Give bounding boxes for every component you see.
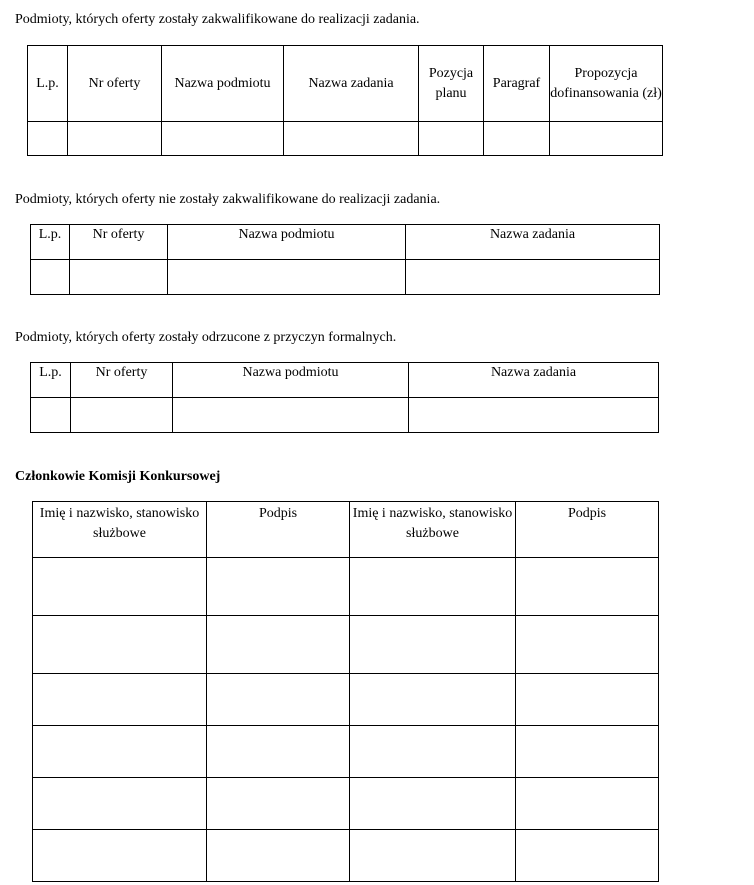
rejected-offers-table bbox=[30, 362, 659, 433]
table-header-row bbox=[28, 46, 663, 122]
table-row bbox=[33, 778, 659, 830]
table-cell[interactable] bbox=[162, 122, 284, 156]
table-cell[interactable] bbox=[409, 398, 659, 433]
table-cell[interactable] bbox=[31, 398, 71, 433]
table-header-row bbox=[33, 502, 659, 558]
col-header-lp: L.p. bbox=[31, 363, 71, 398]
table-cell[interactable] bbox=[484, 122, 550, 156]
col-header-nr-oferty: Nr oferty bbox=[70, 225, 168, 260]
col-header-nr-oferty: Nr oferty bbox=[68, 46, 162, 122]
table-cell[interactable] bbox=[516, 616, 659, 674]
table-row bbox=[33, 674, 659, 726]
col-header-nazwa-podmiotu: Nazwa podmiotu bbox=[173, 363, 409, 398]
table-cell[interactable] bbox=[33, 726, 207, 778]
table-cell[interactable] bbox=[207, 674, 350, 726]
col-header-podpis: Podpis bbox=[207, 502, 350, 558]
table-cell[interactable] bbox=[284, 122, 419, 156]
table-cell[interactable] bbox=[350, 778, 516, 830]
table-row bbox=[33, 830, 659, 882]
table-header-row bbox=[31, 225, 660, 260]
committee-members-table bbox=[32, 501, 659, 882]
table-cell[interactable] bbox=[33, 558, 207, 616]
table-cell[interactable] bbox=[207, 778, 350, 830]
col-header-paragraf: Paragraf bbox=[484, 46, 550, 122]
section4-title: Członkowie Komisji Konkursowej bbox=[15, 469, 221, 484]
table-cell[interactable] bbox=[33, 674, 207, 726]
table-header-row bbox=[31, 363, 659, 398]
col-header-nr-oferty: Nr oferty bbox=[71, 363, 173, 398]
table-cell[interactable] bbox=[31, 260, 70, 295]
section1-title: Podmioty, których oferty zostały zakwalifikowane do realizacji zadania. bbox=[15, 12, 420, 27]
table-cell[interactable] bbox=[207, 616, 350, 674]
table-cell[interactable] bbox=[350, 830, 516, 882]
table-cell[interactable] bbox=[516, 674, 659, 726]
col-header-podpis: Podpis bbox=[516, 502, 659, 558]
table-row bbox=[31, 398, 659, 433]
table-cell[interactable] bbox=[28, 122, 68, 156]
table-row bbox=[28, 122, 663, 156]
col-header-nazwa-zadania: Nazwa zadania bbox=[409, 363, 659, 398]
table-cell[interactable] bbox=[419, 122, 484, 156]
table-cell[interactable] bbox=[350, 558, 516, 616]
col-header-imie-nazwisko: Imię i nazwisko, stanowisko służbowe bbox=[33, 502, 207, 558]
table-cell[interactable] bbox=[207, 830, 350, 882]
col-header-lp: L.p. bbox=[31, 225, 70, 260]
table-cell[interactable] bbox=[71, 398, 173, 433]
table-cell[interactable] bbox=[70, 260, 168, 295]
table-cell[interactable] bbox=[168, 260, 406, 295]
col-header-lp: L.p. bbox=[28, 46, 68, 122]
table-cell[interactable] bbox=[516, 558, 659, 616]
table-cell[interactable] bbox=[207, 558, 350, 616]
table-cell[interactable] bbox=[550, 122, 663, 156]
table-cell[interactable] bbox=[406, 260, 660, 295]
table-cell[interactable] bbox=[207, 726, 350, 778]
col-header-nazwa-zadania: Nazwa zadania bbox=[406, 225, 660, 260]
section3-title: Podmioty, których oferty zostały odrzucone z przyczyn formalnych. bbox=[15, 330, 397, 345]
section2-title: Podmioty, których oferty nie zostały zakwalifikowane do realizacji zadania. bbox=[15, 192, 441, 207]
table-cell[interactable] bbox=[350, 726, 516, 778]
not-qualified-offers-table bbox=[30, 224, 660, 295]
table-cell[interactable] bbox=[173, 398, 409, 433]
qualified-offers-table bbox=[27, 45, 663, 156]
table-cell[interactable] bbox=[516, 830, 659, 882]
table-cell[interactable] bbox=[350, 616, 516, 674]
col-header-propozycja-dofinansowania: Propozycja dofinansowania (zł) bbox=[550, 46, 663, 122]
col-header-nazwa-podmiotu: Nazwa podmiotu bbox=[162, 46, 284, 122]
table-cell[interactable] bbox=[33, 616, 207, 674]
table-row bbox=[33, 616, 659, 674]
col-header-pozycja-planu: Pozycja planu bbox=[419, 46, 484, 122]
table-row bbox=[33, 558, 659, 616]
table-row bbox=[31, 260, 660, 295]
table-row bbox=[33, 726, 659, 778]
table-cell[interactable] bbox=[516, 726, 659, 778]
col-header-nazwa-podmiotu: Nazwa podmiotu bbox=[168, 225, 406, 260]
table-cell[interactable] bbox=[33, 778, 207, 830]
col-header-imie-nazwisko: Imię i nazwisko, stanowisko służbowe bbox=[350, 502, 516, 558]
col-header-nazwa-zadania: Nazwa zadania bbox=[284, 46, 419, 122]
table-cell[interactable] bbox=[516, 778, 659, 830]
table-cell[interactable] bbox=[33, 830, 207, 882]
table-cell[interactable] bbox=[350, 674, 516, 726]
table-cell[interactable] bbox=[68, 122, 162, 156]
